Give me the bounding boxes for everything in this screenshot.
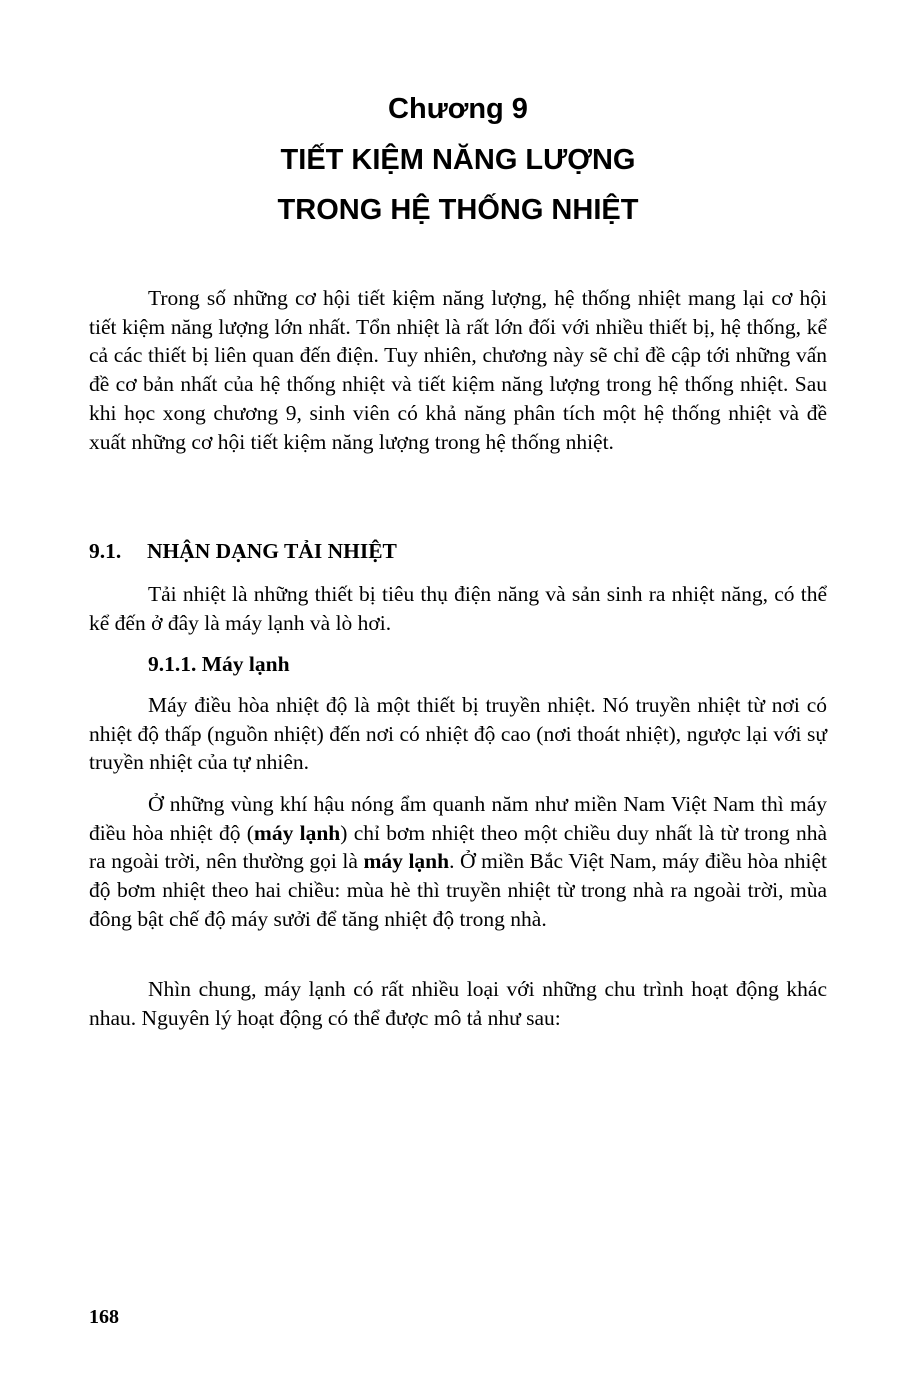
subsection-paragraph-1: Máy điều hòa nhiệt độ là một thiết bị truyền nhiệt. Nó truyền nhiệt từ nơi có nhiệt độ thấp (nguồn nhiệt) đến nơi có nhiệt độ cao (nơi thoát nhiệt), ngược lại với sự truyền nhiệt của tự nhiên. [89,693,827,775]
section-number: 9.1. [89,539,122,563]
text-segment: . Ở miền Bắc Việt Nam, máy điều hòa nhiệt độ bơm nhiệt theo hai chiều: mùa hè thì truyền nhiệt từ trong nhà ra ngoài trời, mùa đông bật chế độ máy sưởi để tăng nhiệt độ trong nhà. [89,849,827,931]
section-9-1-paragraph: Tải nhiệt là những thiết bị tiêu thụ điện năng và sản sinh ra nhiệt năng, có thể kể đến ở đây là máy lạnh và lò hơi. [89,582,827,635]
section-title: NHẬN DẠNG TẢI NHIỆT [147,539,397,563]
text-segment: Ở những vùng khí hậu nóng ẩm quanh năm như miền Nam Việt Nam thì máy điều hòa nhiệt độ ( [89,792,827,845]
chapter-number: Chương 9 [388,93,528,125]
section-heading-9-1 [89,537,397,565]
intro-paragraph: Trong số những cơ hội tiết kiệm năng lượng, hệ thống nhiệt mang lại cơ hội tiết kiệm năng lượng lớn nhất. Tổn nhiệt là rất lớn đối với nhiều thiết bị, hệ thống, kể cả các thiết bị liên quan đến điện. Tuy nhiên, chương này sẽ chỉ đề cập tới những vấn đề cơ bản nhất của hệ thống nhiệt và tiết kiệm năng lượng trong hệ thống nhiệt. Sau khi học xong chương 9, sinh viên có khả năng phân tích một hệ thống nhiệt và đề xuất những cơ hội tiết kiệm năng lượng trong hệ thống nhiệt. [89,286,827,454]
subsection-heading-9-1-1: 9.1.1. Máy lạnh [148,652,290,676]
chapter-title-line-2: TRONG HỆ THỐNG NHIỆT [277,194,639,226]
page-number: 168 [89,1306,119,1328]
subsection-paragraph-3: Nhìn chung, máy lạnh có rất nhiều loại với những chu trình hoạt động khác nhau. Nguyên lý hoạt động có thể được mô tả như sau: [89,977,827,1030]
subsection-paragraph-2 [89,790,827,934]
text-segment: ) chỉ bơm nhiệt theo một chiều duy nhất là từ trong nhà ra ngoài trời, nên thường gọi là [89,820,827,874]
chapter-title-line-1: TIẾT KIỆM NĂNG LƯỢNG [280,144,636,176]
bold-term: máy lạnh [363,849,450,874]
bold-term: máy lạnh [253,820,341,845]
